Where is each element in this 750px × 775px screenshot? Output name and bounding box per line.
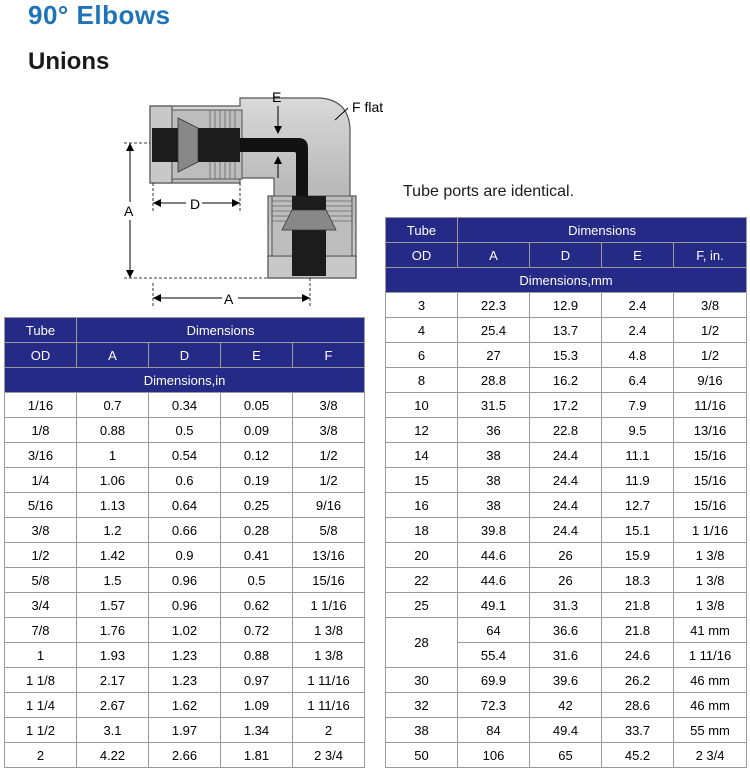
cell-od: 1 1/2 [5, 718, 77, 743]
cell-od: 14 [386, 443, 458, 468]
table-row [386, 518, 747, 543]
cell-a: 39.8 [458, 518, 530, 543]
cell-d: 49.4 [530, 718, 602, 743]
cell-e: 1.81 [221, 743, 293, 768]
cell-a: 55.4 [458, 643, 530, 668]
cell-e: 21.8 [602, 593, 674, 618]
table-row [5, 393, 365, 418]
col-od: OD [5, 343, 77, 368]
table-row [386, 318, 747, 343]
cell-e: 0.19 [221, 468, 293, 493]
cell-e: 18.3 [602, 568, 674, 593]
cell-f: 1 3/8 [674, 543, 747, 568]
table-row [386, 443, 747, 468]
table-row [5, 518, 365, 543]
cell-d: 31.6 [530, 643, 602, 668]
cell-od: 3/16 [5, 443, 77, 468]
col-d: D [530, 243, 602, 268]
cell-e: 15.1 [602, 518, 674, 543]
cell-d: 24.4 [530, 443, 602, 468]
cell-e: 45.2 [602, 743, 674, 768]
cell-a: 1.06 [77, 468, 149, 493]
cell-e: 0.88 [221, 643, 293, 668]
cell-e: 0.62 [221, 593, 293, 618]
cell-od: 50 [386, 743, 458, 768]
cell-a: 1 [77, 443, 149, 468]
cell-e: 0.5 [221, 568, 293, 593]
table-row [386, 568, 747, 593]
cell-a: 27 [458, 343, 530, 368]
label-d: D [190, 196, 201, 212]
cell-a: 38 [458, 468, 530, 493]
cell-od: 22 [386, 568, 458, 593]
cell-e: 0.28 [221, 518, 293, 543]
cell-od: 8 [386, 368, 458, 393]
col-e: E [602, 243, 674, 268]
cell-od: 3/8 [5, 518, 77, 543]
cell-e: 2.4 [602, 293, 674, 318]
table-row [5, 718, 365, 743]
cell-f: 2 3/4 [293, 743, 365, 768]
table-row [386, 593, 747, 618]
cell-f: 9/16 [293, 493, 365, 518]
cell-d: 1.23 [149, 643, 221, 668]
table-row [5, 443, 365, 468]
cell-d: 24.4 [530, 493, 602, 518]
cell-a: 1.93 [77, 643, 149, 668]
cell-e: 6.4 [602, 368, 674, 393]
cell-f: 15/16 [293, 568, 365, 593]
cell-a: 25.4 [458, 318, 530, 343]
cell-e: 0.09 [221, 418, 293, 443]
cell-a: 1.76 [77, 618, 149, 643]
cell-od: 20 [386, 543, 458, 568]
cell-f: 1 1/16 [674, 518, 747, 543]
cell-d: 1.97 [149, 718, 221, 743]
cell-a: 28.8 [458, 368, 530, 393]
cell-f: 9/16 [674, 368, 747, 393]
cell-f: 1 11/16 [674, 643, 747, 668]
cell-od: 1/2 [5, 543, 77, 568]
cell-a: 22.3 [458, 293, 530, 318]
label-a-vertical: A [124, 203, 134, 219]
cell-od: 38 [386, 718, 458, 743]
table-row [386, 468, 747, 493]
mm-dimensions-table [385, 217, 747, 768]
cell-a: 1.57 [77, 593, 149, 618]
cell-f: 15/16 [674, 493, 747, 518]
cell-f: 13/16 [293, 543, 365, 568]
cell-e: 0.12 [221, 443, 293, 468]
label-e: E [272, 89, 282, 105]
cell-f: 46 mm [674, 668, 747, 693]
cell-d: 16.2 [530, 368, 602, 393]
cell-d: 24.4 [530, 468, 602, 493]
cell-f: 1/2 [674, 343, 747, 368]
cell-od: 28 [386, 618, 458, 668]
cell-od: 5/16 [5, 493, 77, 518]
cell-od: 1/16 [5, 393, 77, 418]
cell-f: 13/16 [674, 418, 747, 443]
cell-d: 15.3 [530, 343, 602, 368]
cell-a: 4.22 [77, 743, 149, 768]
table-row [5, 468, 365, 493]
table-row [5, 643, 365, 668]
cell-od: 1 1/4 [5, 693, 77, 718]
cell-e: 11.1 [602, 443, 674, 468]
cell-f: 3/8 [293, 418, 365, 443]
cell-od: 1 1/8 [5, 668, 77, 693]
cell-a: 0.7 [77, 393, 149, 418]
cell-d: 26 [530, 568, 602, 593]
cell-od: 12 [386, 418, 458, 443]
cell-od: 32 [386, 693, 458, 718]
cell-a: 84 [458, 718, 530, 743]
cell-a: 69.9 [458, 668, 530, 693]
units-row: Dimensions,in [5, 368, 365, 393]
cell-a: 31.5 [458, 393, 530, 418]
label-f-flat: F flat [352, 99, 384, 115]
cell-e: 4.8 [602, 343, 674, 368]
cell-od: 7/8 [5, 618, 77, 643]
table-row [5, 418, 365, 443]
cell-d: 42 [530, 693, 602, 718]
cell-d: 0.96 [149, 568, 221, 593]
cell-f: 1/2 [293, 443, 365, 468]
section-title: Unions [28, 48, 110, 75]
table-row [386, 668, 747, 693]
cell-a: 38 [458, 443, 530, 468]
cell-a: 1.42 [77, 543, 149, 568]
cell-f: 1 11/16 [293, 668, 365, 693]
cell-d: 1.62 [149, 693, 221, 718]
table-row [386, 743, 747, 768]
col-f: F, in. [674, 243, 747, 268]
table-row [386, 393, 747, 418]
page-title: 90° Elbows [28, 0, 171, 30]
cell-a: 38 [458, 493, 530, 518]
cell-od: 30 [386, 668, 458, 693]
cell-d: 39.6 [530, 668, 602, 693]
header-tube: Tube [386, 218, 458, 243]
cell-d: 0.34 [149, 393, 221, 418]
header-tube: Tube [5, 318, 77, 343]
cell-e: 28.6 [602, 693, 674, 718]
cell-f: 15/16 [674, 468, 747, 493]
cell-d: 0.5 [149, 418, 221, 443]
table-row [5, 543, 365, 568]
cell-od: 18 [386, 518, 458, 543]
col-d: D [149, 343, 221, 368]
cell-d: 17.2 [530, 393, 602, 418]
cell-f: 3/8 [674, 293, 747, 318]
cell-f: 55 mm [674, 718, 747, 743]
col-a: A [77, 343, 149, 368]
cell-d: 0.64 [149, 493, 221, 518]
cell-e: 12.7 [602, 493, 674, 518]
table-row [386, 418, 747, 443]
cell-f: 3/8 [293, 393, 365, 418]
cell-d: 0.96 [149, 593, 221, 618]
header-dimensions: Dimensions [458, 218, 747, 243]
cell-f: 1 1/16 [293, 593, 365, 618]
cell-a: 72.3 [458, 693, 530, 718]
cell-f: 2 [293, 718, 365, 743]
table-row [386, 618, 747, 643]
table-row [5, 618, 365, 643]
cell-f: 1 3/8 [293, 618, 365, 643]
cell-a: 36 [458, 418, 530, 443]
cell-e: 7.9 [602, 393, 674, 418]
table-row [386, 693, 747, 718]
cell-e: 9.5 [602, 418, 674, 443]
cell-e: 15.9 [602, 543, 674, 568]
cell-a: 1.2 [77, 518, 149, 543]
cell-d: 2.66 [149, 743, 221, 768]
cell-od: 1 [5, 643, 77, 668]
cell-d: 36.6 [530, 618, 602, 643]
cell-a: 2.67 [77, 693, 149, 718]
cell-e: 0.72 [221, 618, 293, 643]
cell-d: 22.8 [530, 418, 602, 443]
cell-e: 0.05 [221, 393, 293, 418]
cell-e: 11.9 [602, 468, 674, 493]
col-e: E [221, 343, 293, 368]
cell-d: 26 [530, 543, 602, 568]
cell-e: 21.8 [602, 618, 674, 643]
cell-a: 49.1 [458, 593, 530, 618]
cell-f: 1 3/8 [293, 643, 365, 668]
table-row [386, 343, 747, 368]
label-a-horizontal: A [224, 291, 234, 307]
cell-od: 4 [386, 318, 458, 343]
cell-a: 1.13 [77, 493, 149, 518]
cell-od: 1/4 [5, 468, 77, 493]
cell-od: 6 [386, 343, 458, 368]
cell-a: 0.88 [77, 418, 149, 443]
ports-note: Tube ports are identical. [403, 183, 575, 200]
elbow-union-diagram [120, 88, 400, 313]
inch-dimensions-table [4, 317, 365, 768]
cell-od: 10 [386, 393, 458, 418]
cell-od: 15 [386, 468, 458, 493]
cell-od: 16 [386, 493, 458, 518]
cell-f: 11/16 [674, 393, 747, 418]
cell-od: 3/4 [5, 593, 77, 618]
cell-e: 0.97 [221, 668, 293, 693]
cell-f: 5/8 [293, 518, 365, 543]
cell-f: 46 mm [674, 693, 747, 718]
table-row [5, 568, 365, 593]
cell-d: 0.66 [149, 518, 221, 543]
cell-f: 1 3/8 [674, 568, 747, 593]
table-row [5, 693, 365, 718]
table-row [5, 668, 365, 693]
cell-d: 1.23 [149, 668, 221, 693]
cell-e: 0.41 [221, 543, 293, 568]
table-row [386, 368, 747, 393]
cell-a: 3.1 [77, 718, 149, 743]
cell-od: 1/8 [5, 418, 77, 443]
cell-e: 26.2 [602, 668, 674, 693]
table-row [386, 543, 747, 568]
cell-f: 2 3/4 [674, 743, 747, 768]
cell-a: 64 [458, 618, 530, 643]
table-row [386, 493, 747, 518]
header-dimensions: Dimensions [77, 318, 365, 343]
cell-d: 31.3 [530, 593, 602, 618]
table-row [5, 493, 365, 518]
cell-a: 44.6 [458, 568, 530, 593]
cell-f: 1/2 [293, 468, 365, 493]
cell-d: 12.9 [530, 293, 602, 318]
cell-od: 3 [386, 293, 458, 318]
table-row [5, 743, 365, 768]
cell-d: 65 [530, 743, 602, 768]
cell-f: 15/16 [674, 443, 747, 468]
cell-od: 25 [386, 593, 458, 618]
cell-e: 0.25 [221, 493, 293, 518]
table-row [5, 593, 365, 618]
col-a: A [458, 243, 530, 268]
cell-od: 5/8 [5, 568, 77, 593]
cell-od: 2 [5, 743, 77, 768]
col-od: OD [386, 243, 458, 268]
cell-d: 13.7 [530, 318, 602, 343]
cell-e: 1.34 [221, 718, 293, 743]
cell-f: 1 11/16 [293, 693, 365, 718]
cell-f: 41 mm [674, 618, 747, 643]
cell-f: 1 3/8 [674, 593, 747, 618]
cell-f: 1/2 [674, 318, 747, 343]
cell-d: 24.4 [530, 518, 602, 543]
cell-e: 2.4 [602, 318, 674, 343]
col-f: F [293, 343, 365, 368]
table-row [386, 293, 747, 318]
cell-a: 44.6 [458, 543, 530, 568]
cell-d: 0.6 [149, 468, 221, 493]
cell-e: 33.7 [602, 718, 674, 743]
cell-e: 1.09 [221, 693, 293, 718]
cell-a: 2.17 [77, 668, 149, 693]
cell-d: 1.02 [149, 618, 221, 643]
cell-d: 0.9 [149, 543, 221, 568]
cell-e: 24.6 [602, 643, 674, 668]
cell-a: 1.5 [77, 568, 149, 593]
cell-a: 106 [458, 743, 530, 768]
table-row [386, 718, 747, 743]
units-row: Dimensions,mm [386, 268, 747, 293]
cell-d: 0.54 [149, 443, 221, 468]
